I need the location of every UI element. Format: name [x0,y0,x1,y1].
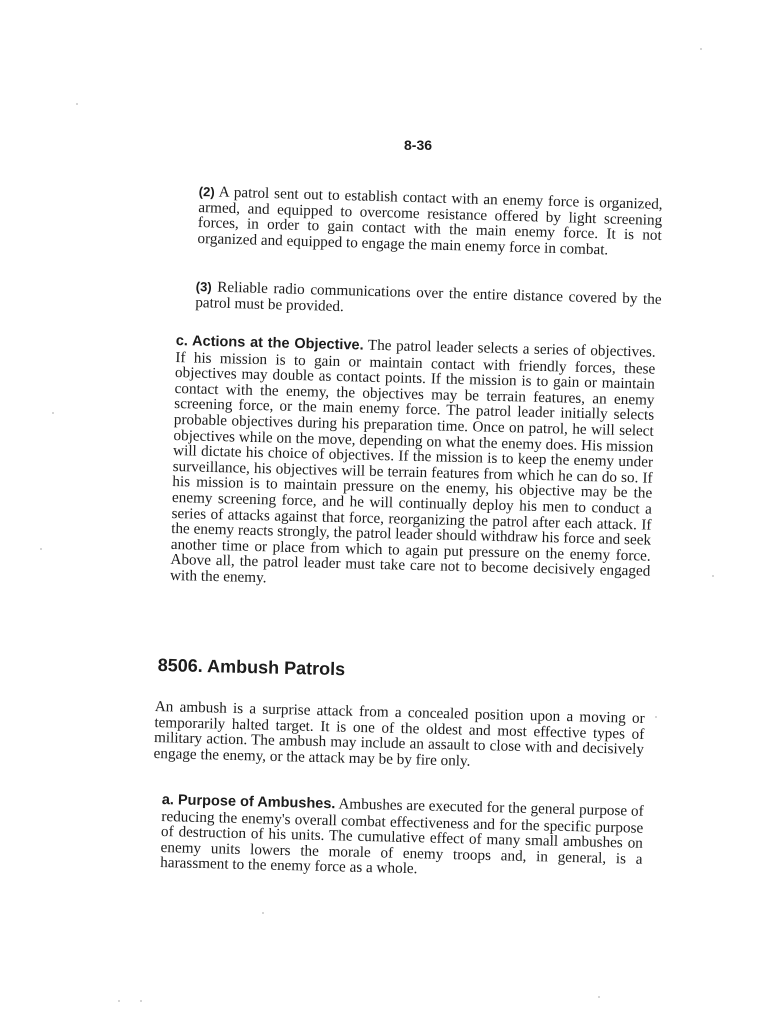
scan-speck [700,48,702,50]
paragraph-a-text: Ambushes are executed for the general purpose of reducing the enemy's overall combat effectiveness and for the specific purpose of destruction of his units. The cumulative effect of many small ambushes on enemy units lowers the morale of enemy troops and, in general, is a harassment to the enemy force as a whole. [160,795,644,878]
scan-speck [712,575,714,577]
paragraph-2-text: A patrol sent out to establish contact with an enemy force is organized, armed, and equipped to overcome resistance offered by light screening forces, in order to gain contact with the main enemy force. It is not organized and equipped to engage the main enemy force in combat. [197,183,663,259]
section-heading-ambush-patrols: 8506. Ambush Patrols [157,655,346,680]
paragraph-2-number: (2) [198,184,215,200]
paragraph-3-text: Reliable radio communications over the entire distance covered by the patrol must be provided. [195,278,662,315]
paragraph-a-purpose-of-ambushes [160,792,644,883]
page-number: 8-36 [404,137,433,153]
paragraph-c-actions-at-objective [170,333,656,595]
scan-speck [76,103,78,105]
paragraph-c-text: The patrol leader selects a series of objectives. If his mission is to gain or maintain contact with friendly forces, these objectives may double as contact points. If the mission is to gain or maintain contact with the enemy, the objectives may be terrain features, an enemy screening force, or the main enemy force. The patrol leader initially selects probable objectives during his preparation time. Once on patrol, he will select objectives while on the move, depending on what the enemy does. His mission will dictate his choice of objectives. If the mission is to keep the enemy under surveillance, his objectives will be terrain features from which he can do so. If his mission is to maintain pressure on the enemy, his objective may be the enemy screening force, and he will continually deploy his men to conduct a series of attacks against that force, reorganizing the patrol after each attack. If the enemy reacts strongly, the patrol leader should withdraw his force and seek another time or place from which to again put pressure on the enemy force. Above all, the patrol leader must take care not to become decisively engaged with the enemy. [169,336,656,587]
paragraph-c-heading: c. Actions at the Objective. [175,333,364,354]
paragraph-a-heading: a. Purpose of Ambushes. [161,792,336,813]
scan-speck [262,912,264,914]
scan-speck [40,548,42,550]
scan-speck [598,996,600,998]
ambush-intro-paragraph [153,699,644,773]
scan-speck [655,716,657,718]
scan-speck [118,1000,120,1002]
paragraph-3-number: (3) [195,279,212,295]
scan-speck [52,412,54,414]
ambush-intro-text: An ambush is a surprise attack from a concealed position upon a moving or temporarily halted target. It is one of the oldest and most effective types of military action. The ambush may include an assault to close with and decisively engage the enemy, or the attack may be by fire only. [153,698,645,770]
paragraph-2 [197,184,663,259]
scan-speck [140,1000,142,1002]
paragraph-3 [195,279,662,323]
